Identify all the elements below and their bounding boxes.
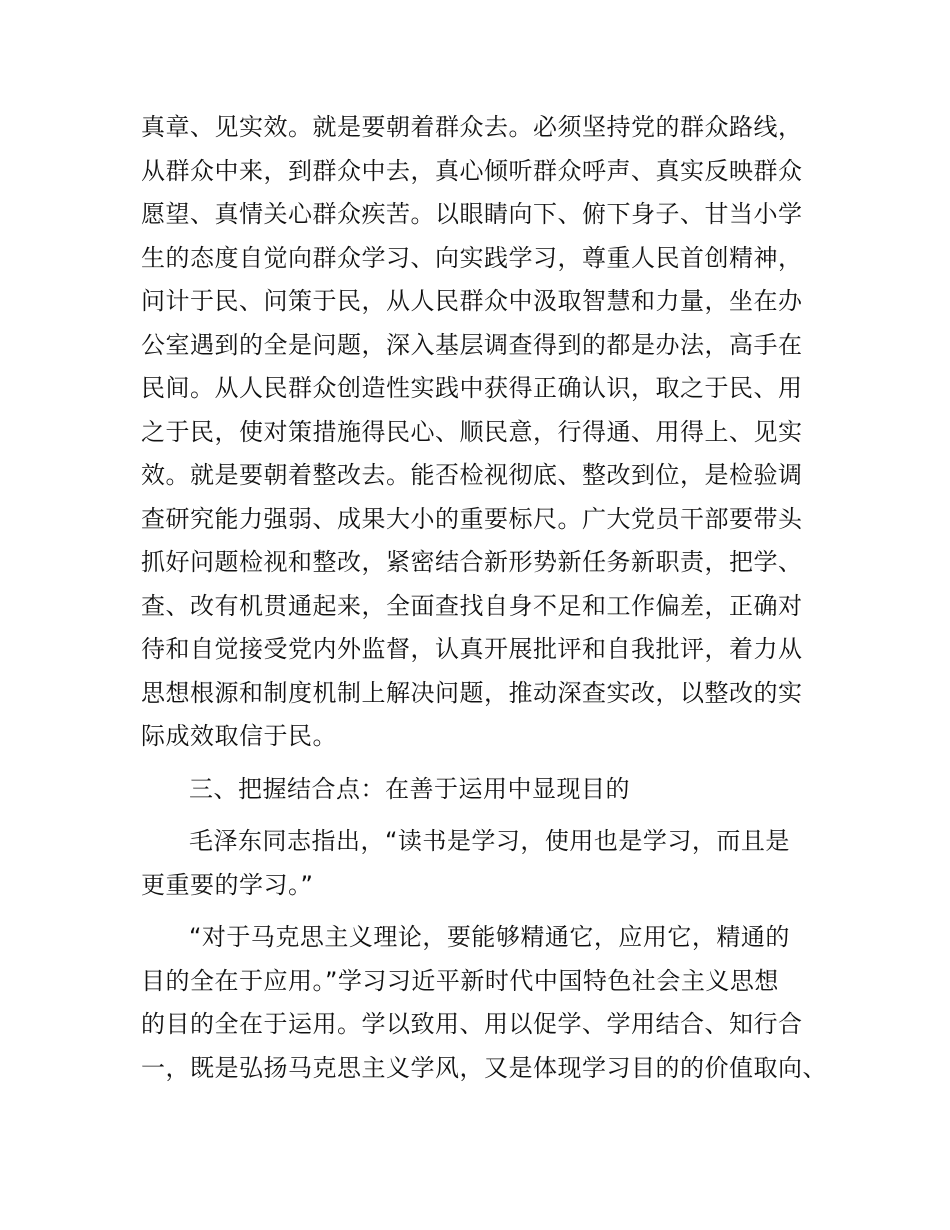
paragraph-quote-mao (141, 820, 821, 907)
text-line: 愿望、真情关心群众疾苦。以眼睛向下、俯下身子、甘当小学 (141, 200, 803, 228)
text-line: 抓好问题检视和整改，紧密结合新形势新任务新职责，把学、 (141, 548, 803, 576)
document-body (141, 106, 827, 1090)
text-line: 之于民，使对策措施得民心、顺民意，行得通、用得上、见实 (141, 417, 803, 446)
text-line: 目的全在于应用。”学习习近平新时代中国特色社会主义思想 (141, 966, 779, 995)
text-line: 真章、见实效。就是要朝着群众去。必须坚持党的群众路线， (141, 113, 803, 141)
text-line: “对于马克思主义理论，要能够精通它，应用它，精通的 (189, 923, 790, 951)
text-line: 思想根源和制度机制上解决问题，推动深查实改，以整改的实 (141, 678, 803, 707)
text-line: 从群众中来，到群众中去，真心倾听群众呼声、真实反映群众 (141, 156, 803, 185)
text-line: 民间。从人民群众创造性实践中获得正确认识，取之于民、用 (141, 374, 803, 402)
text-line: 际成效取信于民。 (141, 722, 337, 750)
text-line: 的目的全在于运用。学以致用、用以促学、学用结合、知行合 (141, 1010, 803, 1038)
text-line: 待和自觉接受党内外监督，认真开展批评和自我批评，着力从 (141, 635, 803, 663)
text-line: 生的态度自觉向群众学习、向实践学习，尊重人民首创精神， (141, 243, 803, 272)
section-heading: 三、把握结合点：在善于运用中显现目的 (189, 774, 630, 803)
text-line: 毛泽东同志指出，“读书是学习，使用也是学习，而且是 (189, 827, 790, 855)
paragraph-continuation (141, 106, 821, 759)
paragraph-application (141, 916, 827, 1090)
text-line: 效。就是要朝着整改去。能否检视彻底、整改到位，是检验调 (141, 461, 803, 489)
text-line: 问计于民、问策于民，从人民群众中汲取智慧和力量，坐在办 (141, 287, 803, 315)
text-line: 更重要的学习。” (141, 870, 314, 899)
text-line: 查研究能力强弱、成果大小的重要标尺。广大党员干部要带头 (141, 504, 803, 533)
text-line: 公室遇到的全是问题，深入基层调查得到的都是办法，高手在 (141, 330, 803, 359)
text-line: 查、改有机贯通起来，全面查找自身不足和工作偏差，正确对 (141, 591, 803, 620)
text-line: 一，既是弘扬马克思主义学风，又是体现学习目的的价值取向、 (141, 1053, 827, 1082)
